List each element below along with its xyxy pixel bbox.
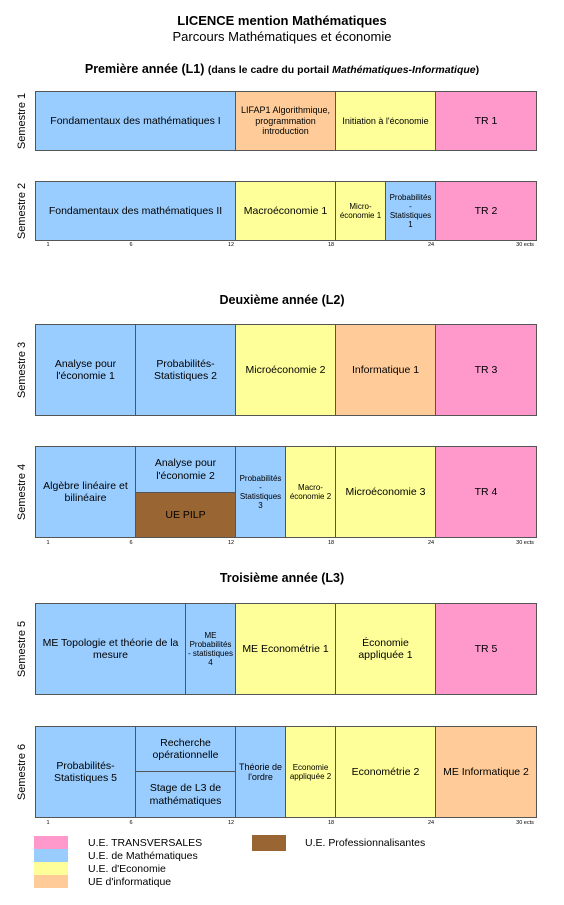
ue-s4-algebre-lineaire: Algèbre linéaire et bilinéaire bbox=[35, 446, 136, 538]
ue-s6-recherche-operationnelle: Recherche opérationnelle bbox=[135, 726, 236, 772]
ue-s2-tr2: TR 2 bbox=[435, 181, 537, 241]
semester-3-label: Semestre 3 bbox=[16, 341, 28, 399]
semester-1-label: Semestre 1 bbox=[16, 92, 28, 150]
legend-swatch-informatique bbox=[34, 875, 68, 888]
ue-s2-macroeconomie-1: Macroéconomie 1 bbox=[235, 181, 336, 241]
ue-s6-economie-appliquee-2: Economie appliquée 2 bbox=[285, 726, 336, 818]
ects-scale-l3: 1 6 12 18 24 30 ects bbox=[46, 820, 534, 826]
document-title: LICENCE mention Mathématiques bbox=[177, 13, 387, 28]
year-l3-title: Troisième année (L3) bbox=[219, 571, 345, 585]
ue-s1-fondamentaux-1: Fondamentaux des mathématiques I bbox=[35, 91, 236, 151]
ue-s1-lifap1: LIFAP1 Algorithmique, programmation introduction bbox=[235, 91, 336, 151]
ue-s5-probabilites-4: ME Probabilités - statistiques 4 bbox=[185, 603, 236, 695]
ue-s3-informatique-1: Informatique 1 bbox=[335, 324, 436, 416]
ue-s2-fondamentaux-2: Fondamentaux des mathématiques II bbox=[35, 181, 236, 241]
legend-swatch-professionnalisantes bbox=[252, 835, 286, 851]
ue-s6-econometrie-2: Econométrie 2 bbox=[335, 726, 436, 818]
ue-s6-probabilites-5: Probabilités-Statistiques 5 bbox=[35, 726, 136, 818]
ue-s5-economie-appliquee-1: Économie appliquée 1 bbox=[335, 603, 436, 695]
ue-s4-analyse-economie-2: Analyse pour l'économie 2 bbox=[135, 446, 236, 493]
ue-s4-pilp: UE PILP bbox=[135, 492, 236, 538]
legend-swatch-economie bbox=[34, 862, 68, 875]
ue-s3-tr3: TR 3 bbox=[435, 324, 537, 416]
ue-s2-probabilites-1: Probabilités - Statistiques 1 bbox=[385, 181, 436, 241]
year-l2-title: Deuxième année (L2) bbox=[219, 293, 345, 307]
ue-s1-tr1: TR 1 bbox=[435, 91, 537, 151]
ue-s6-stage-l3: Stage de L3 de mathématiques bbox=[135, 771, 236, 818]
legend-swatch-transversales bbox=[34, 836, 68, 849]
ue-s5-tr5: TR 5 bbox=[435, 603, 537, 695]
legend-label-mathematiques: U.E. de Mathématiques bbox=[88, 850, 198, 862]
legend-label-transversales: U.E. TRANSVERSALES bbox=[88, 837, 203, 849]
ue-s4-probabilites-3: Probabilités - Statistiques 3 bbox=[235, 446, 286, 538]
ue-s1-initiation-economie: Initiation à l'économie bbox=[335, 91, 436, 151]
legend-swatch-mathematiques bbox=[34, 849, 68, 862]
ue-s3-microeconomie-2: Microéconomie 2 bbox=[235, 324, 336, 416]
ue-s4-macroeconomie-2: Macro-économie 2 bbox=[285, 446, 336, 538]
semester-4-label: Semestre 4 bbox=[16, 463, 28, 521]
ue-s3-probabilites-2: Probabilités-Statistiques 2 bbox=[135, 324, 236, 416]
ue-s4-microeconomie-3: Microéconomie 3 bbox=[335, 446, 436, 538]
year-l1-title bbox=[0, 62, 564, 76]
ue-s6-theorie-ordre: Théorie de l'ordre bbox=[235, 726, 286, 818]
legend-label-economie: U.E. d'Economie bbox=[88, 863, 166, 875]
ue-s5-topologie-mesure: ME Topologie et théorie de la mesure bbox=[35, 603, 186, 695]
ects-scale-l2: 1 6 12 18 24 30 ects bbox=[46, 540, 534, 546]
ue-s4-tr4: TR 4 bbox=[435, 446, 537, 538]
semester-6-label: Semestre 6 bbox=[16, 743, 28, 801]
document-subtitle: Parcours Mathématiques et économie bbox=[172, 29, 392, 44]
ue-s2-microeconomie-1: Micro-économie 1 bbox=[335, 181, 386, 241]
ue-s3-analyse-economie-1: Analyse pour l'économie 1 bbox=[35, 324, 136, 416]
year-l1-label: Première année (L1) bbox=[84, 62, 205, 76]
ects-scale-l1: 1 6 12 18 24 30 ects bbox=[46, 242, 534, 248]
legend-label-professionnalisantes: U.E. Professionnalisantes bbox=[305, 837, 426, 849]
ue-s6-informatique-2: ME Informatique 2 bbox=[435, 726, 537, 818]
legend-label-informatique: UE d'informatique bbox=[88, 876, 172, 888]
year-l1-note: (dans le cadre du portail Mathématiques-Informatique) bbox=[207, 64, 480, 76]
semester-5-label: Semestre 5 bbox=[16, 620, 28, 678]
semester-2-label: Semestre 2 bbox=[16, 182, 28, 240]
ue-s5-econometrie-1: ME Econométrie 1 bbox=[235, 603, 336, 695]
